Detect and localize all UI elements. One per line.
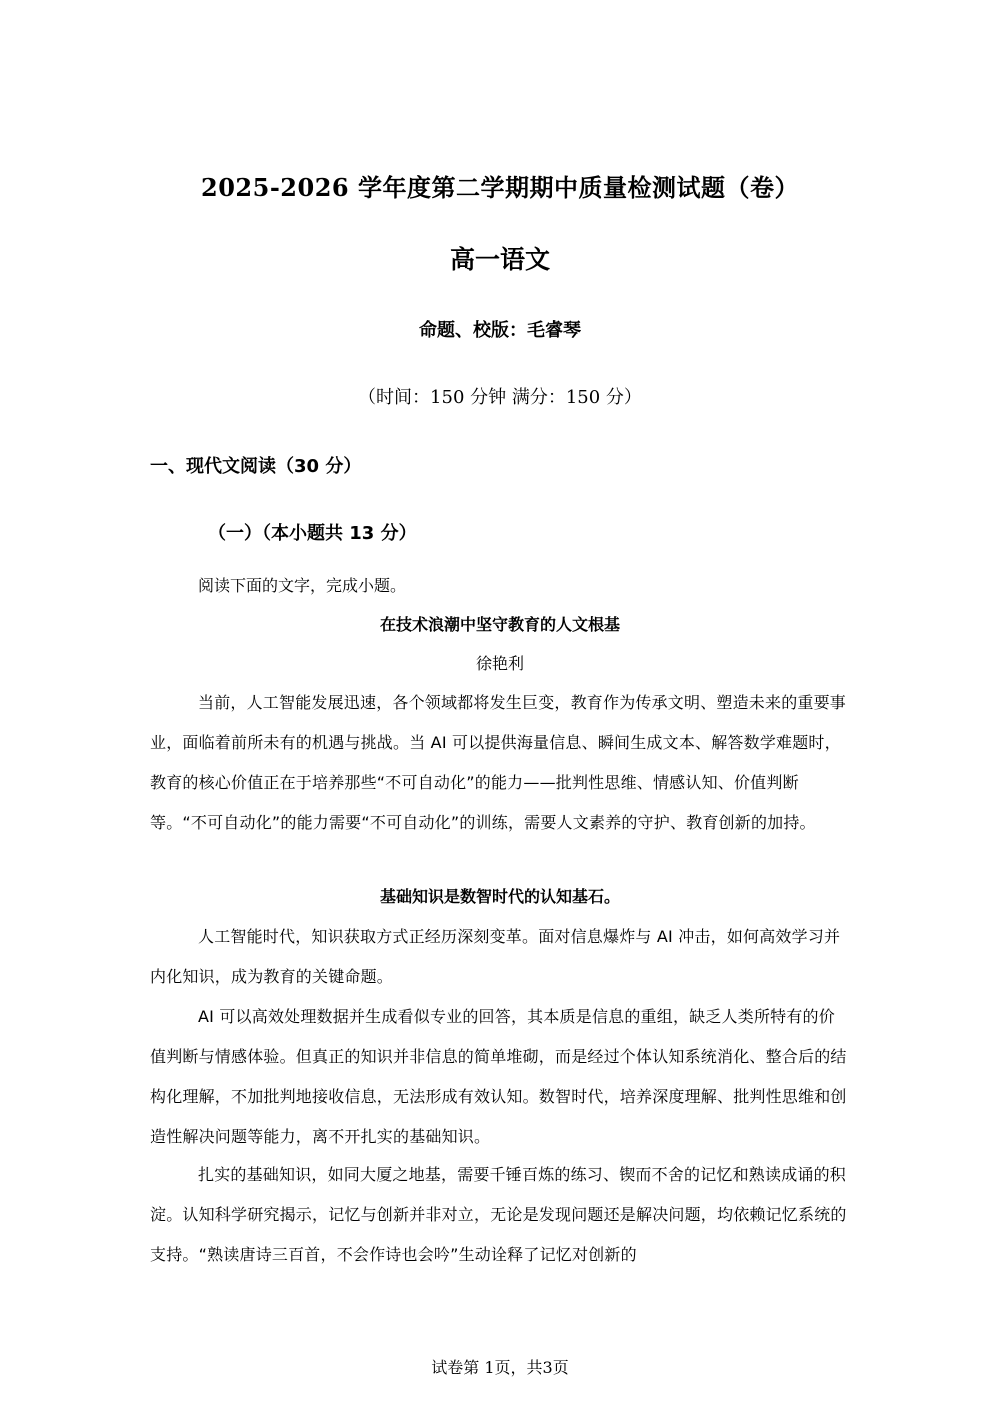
essay-paragraph-3: AI 可以高效处理数据并生成看似专业的回答，其本质是信息的重组，缺乏人类所特有的价值判断与情感体验。但真正的知识并非信息的简单堆砌，而是经过个体认知系统消化、整合后的结构化理解，不加批判地接收信息，无法形成有效认知。数智时代，培养深度理解、批判性思维和创造性解决问题等能力，离不开扎实的基础知识。 xyxy=(150,1007,847,1146)
essay-author: 徐艳利 xyxy=(475,654,524,673)
author-line: 命题、校版：毛睿琴 xyxy=(419,320,581,341)
reading-instruction: 阅读下面的文字，完成小题。 xyxy=(198,576,407,595)
essay-subheading: 基础知识是数智时代的认知基石。 xyxy=(379,887,620,906)
subject-title: 高一语文 xyxy=(449,245,550,274)
essay-paragraph-4: 扎实的基础知识，如同大厦之地基，需要千锤百炼的练习、锲而不舍的记忆和熟读成诵的积淀。认知科学研究揭示，记忆与创新并非对立，无论是发现问题还是解决问题，均依赖记忆系统的支持。“熟读唐诗三百首，不会作诗也会吟”生动诠释了记忆对创新的 xyxy=(150,1165,847,1264)
subsection-heading: （一）（本小题共 13 分） xyxy=(208,523,417,544)
time-line: （时间：150 分钟 满分：150 分） xyxy=(358,387,642,408)
exam-title: 2025-2026 学年度第二学期期中质量检测试题（卷） xyxy=(201,173,799,202)
essay-title: 在技术浪潮中坚守教育的人文根基 xyxy=(379,615,620,634)
section-heading: 一、现代文阅读（30 分） xyxy=(150,456,362,477)
essay-paragraph-1: 当前，人工智能发展迅速，各个领域都将发生巨变，教育作为传承文明、塑造未来的重要事业，面临着前所未有的机遇与挑战。当 AI 可以提供海量信息、瞬间生成文本、解答数学难题时，教育的核心价值正在于培养那些“不可自动化”的能力——批判性思维、情感认知、价值判断等。“不可自动化”的能力需要“不可自动化”的训练，需要人文素养的守护、教育创新的加持。 xyxy=(150,693,847,832)
page-footer: 试卷第 1页，共3页 xyxy=(431,1358,569,1377)
essay-paragraph-2: 人工智能时代，知识获取方式正经历深刻变革。面对信息爆炸与 AI 冲击，如何高效学习并内化知识，成为教育的关键命题。 xyxy=(150,927,841,986)
